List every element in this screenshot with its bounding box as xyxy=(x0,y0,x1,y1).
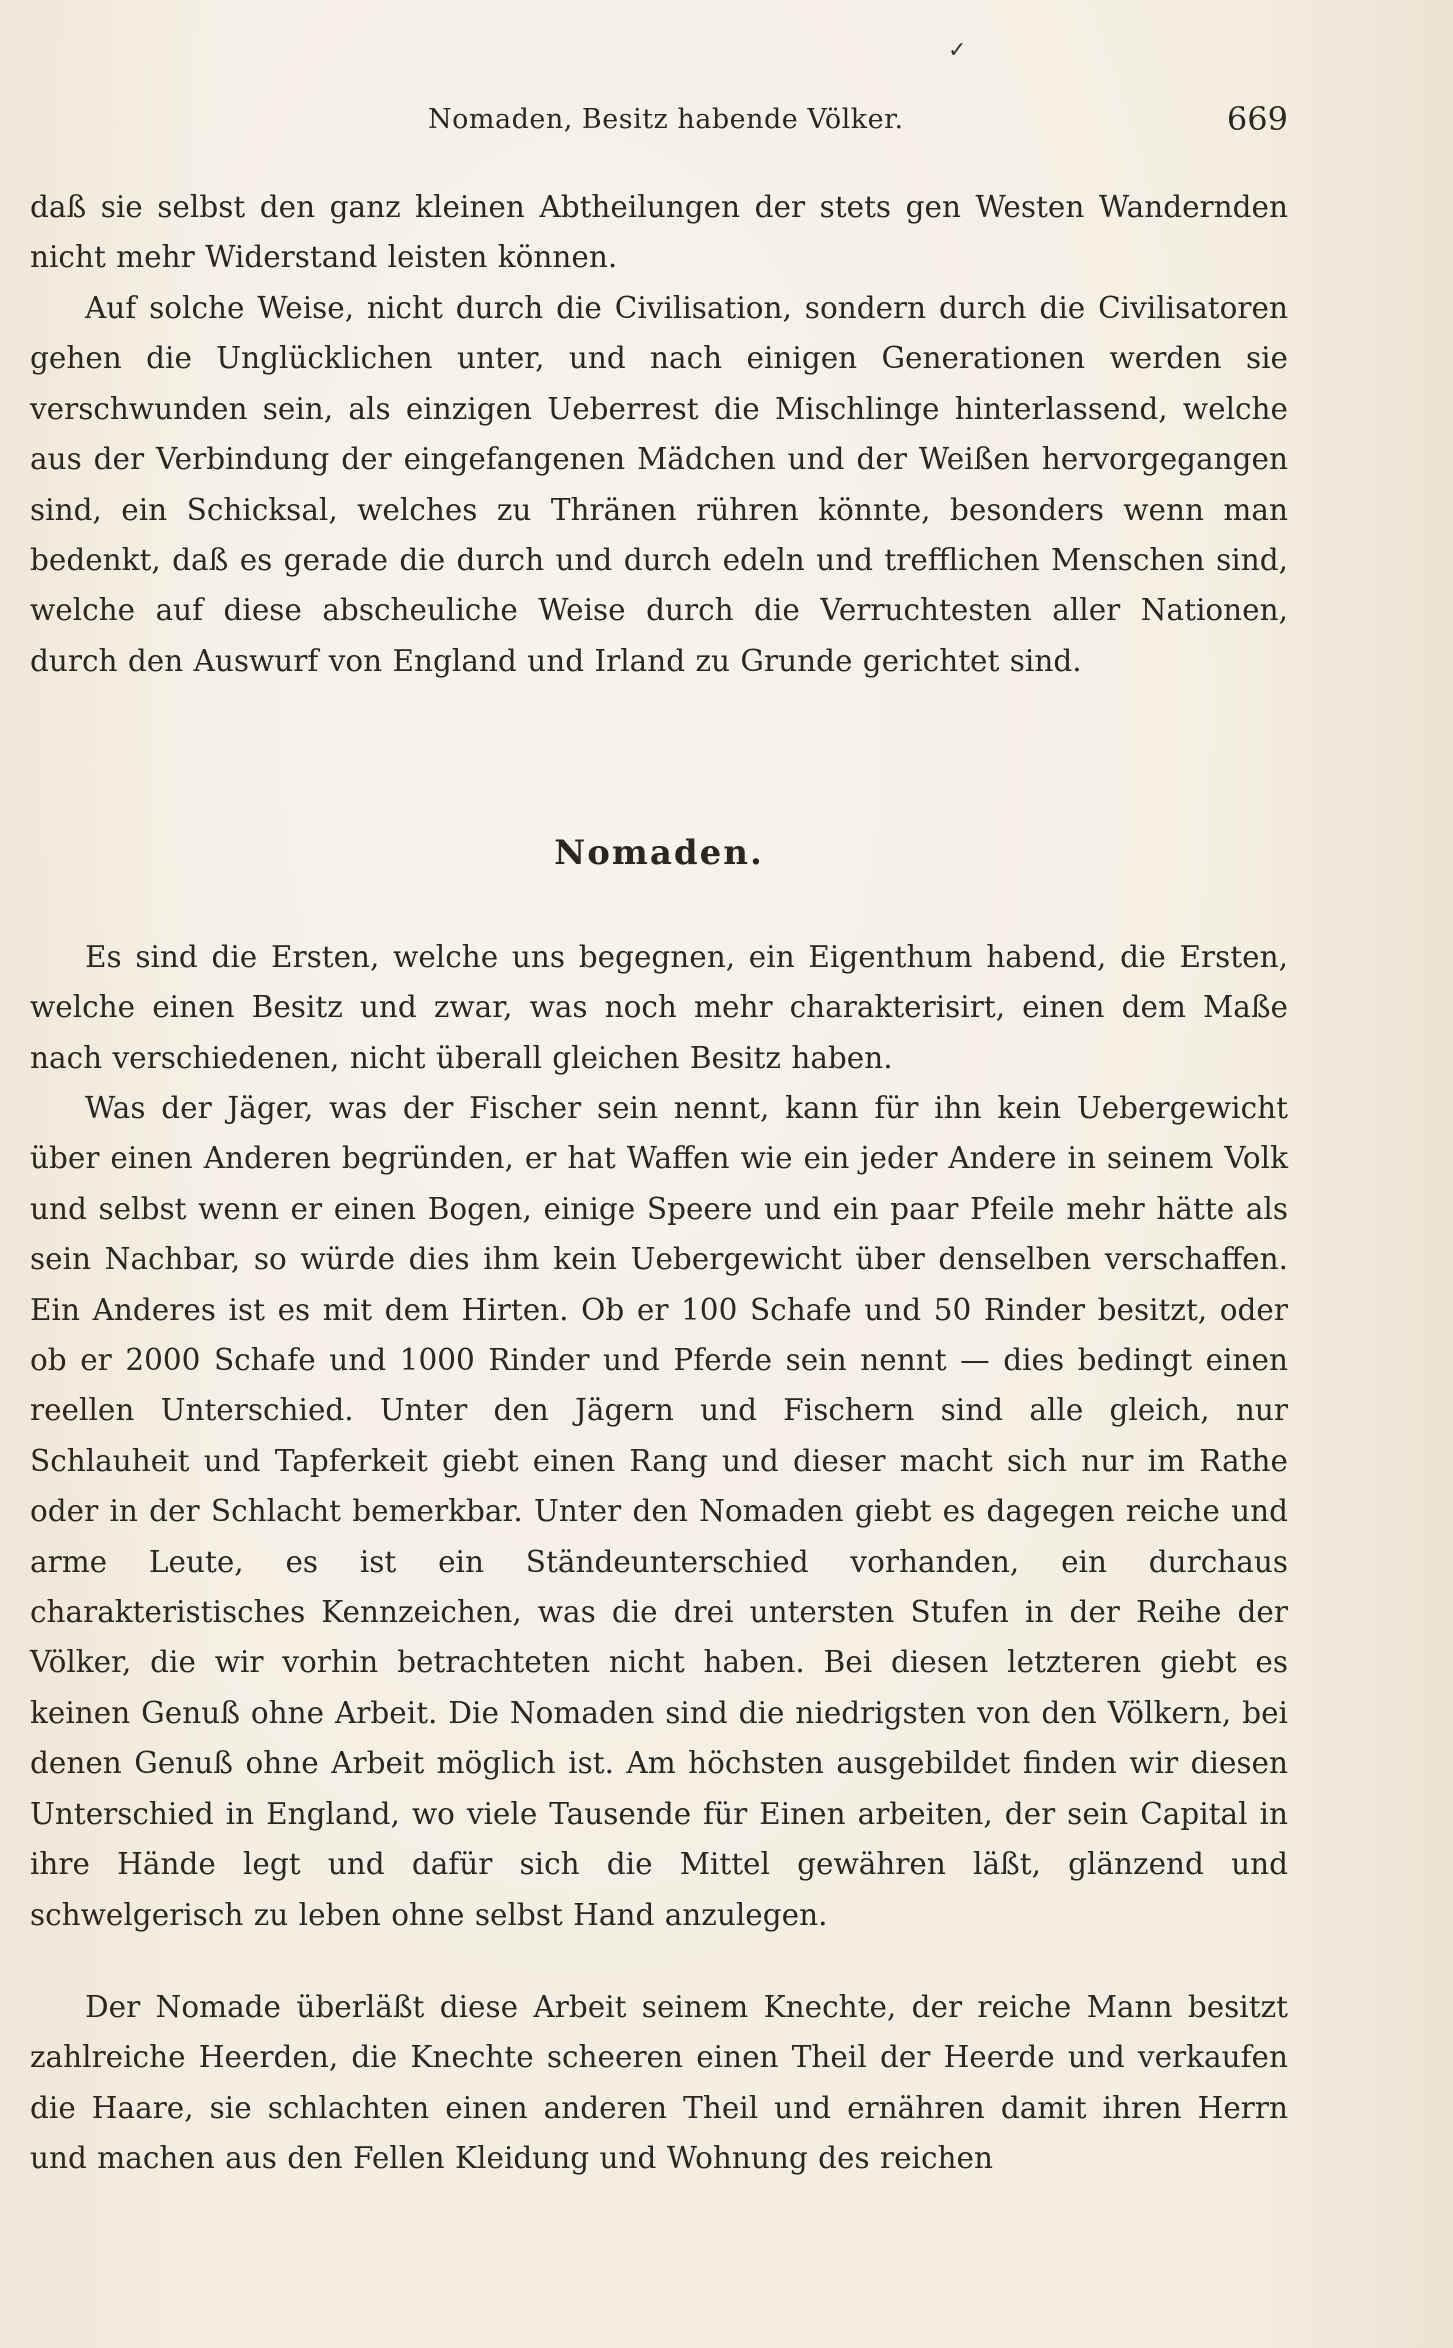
paragraph-hunters-nomads: Was der Jäger, was der Fischer sein nennt, kann für ihn kein Uebergewicht über einen Anderen begründen, er hat Waffen wie ein jeder Andere in seinem Volk und selbst wenn er einen Bogen, einige Speere und ein paar Pfeile mehr hätte als sein Nachbar, so würde dies ihm kein Uebergewicht über denselben verschaffen. Ein Anderes ist es mit dem Hirten. Ob er 100 Schafe und 50 Rinder besitzt, oder ob er 2000 Schafe und 1000 Rinder und Pferde sein nennt — dies bedingt einen reellen Unterschied. Unter den Jägern und Fischern sind alle gleich, nur Schlauheit und Tapferkeit giebt einen Rang und dieser macht sich nur im Rathe oder in der Schlacht bemerkbar. Unter den Nomaden giebt es dagegen reiche und arme Leute, es ist ein Ständeunterschied vorhanden, ein durchaus charakteristisches Kennzeichen, was die drei untersten Stufen in der Reihe der Völker, die wir vorhin betrachteten nicht haben. Bei diesen letzteren giebt es keinen Genuß ohne Arbeit. Die Nomaden sind die niedrigsten von den Völkern, bei denen Genuß ohne Arbeit möglich ist. Am höchsten ausgebildet finden wir diesen Unterschied in England, wo viele Tausende für Einen arbeiten, der sein Capital in ihre Hände legt und dafür sich die Mittel gewähren läßt, glänzend und schwelgerisch zu leben ohne selbst Hand anzulegen. xyxy=(30,1091,1288,1932)
paragraph-civilisation: Auf solche Weise, nicht durch die Civilisation, sondern durch die Civilisatoren gehen die Unglücklichen unter, und nach einigen Generationen werden sie verschwunden sein, als einzigen Ueberrest die Mischlinge hinterlassend, welche aus der Verbindung der eingefangenen Mädchen und der Weißen hervorgegangen sind, ein Schicksal, welches zu Thränen rühren könnte, besonders wenn man bedenkt, daß es gerade die durch und durch edeln und trefflichen Menschen sind, welche auf diese abscheuliche Weise durch die Verruchtesten aller Nationen, durch den Auswurf von England und Irland zu Grunde gerichtet sind. xyxy=(30,291,1288,678)
pencil-check-mark: ✓ xyxy=(948,38,967,63)
paragraph-nomad-servants: Der Nomade überläßt diese Arbeit seinem Knechte, der reiche Mann besitzt zahlreiche Heerden, die Knechte scheeren einen Theil der Heerde und verkaufen die Haare, sie schlachten einen anderen Theil und ernähren damit ihren Herrn und machen aus den Fellen Kleidung und Wohnung des reichen xyxy=(30,1990,1288,2176)
page-number: 669 xyxy=(1226,100,1288,138)
paragraph-property: Es sind die Ersten, welche uns begegnen, ein Eigenthum habend, die Ersten, welche einen Besitz und zwar, was noch mehr charakterisirt, einen dem Maße nach verschiedenen, nicht überall gleichen Besitz haben. xyxy=(30,940,1288,1075)
paragraph-continued: daß sie selbst den ganz kleinen Abtheilungen der stets gen Westen Wandernden nicht mehr Widerstand leisten können. xyxy=(30,190,1288,275)
running-title: Nomaden, Besitz habende Völker. xyxy=(428,104,904,135)
section-heading: Nomaden. xyxy=(554,833,764,873)
running-header xyxy=(30,100,1288,152)
